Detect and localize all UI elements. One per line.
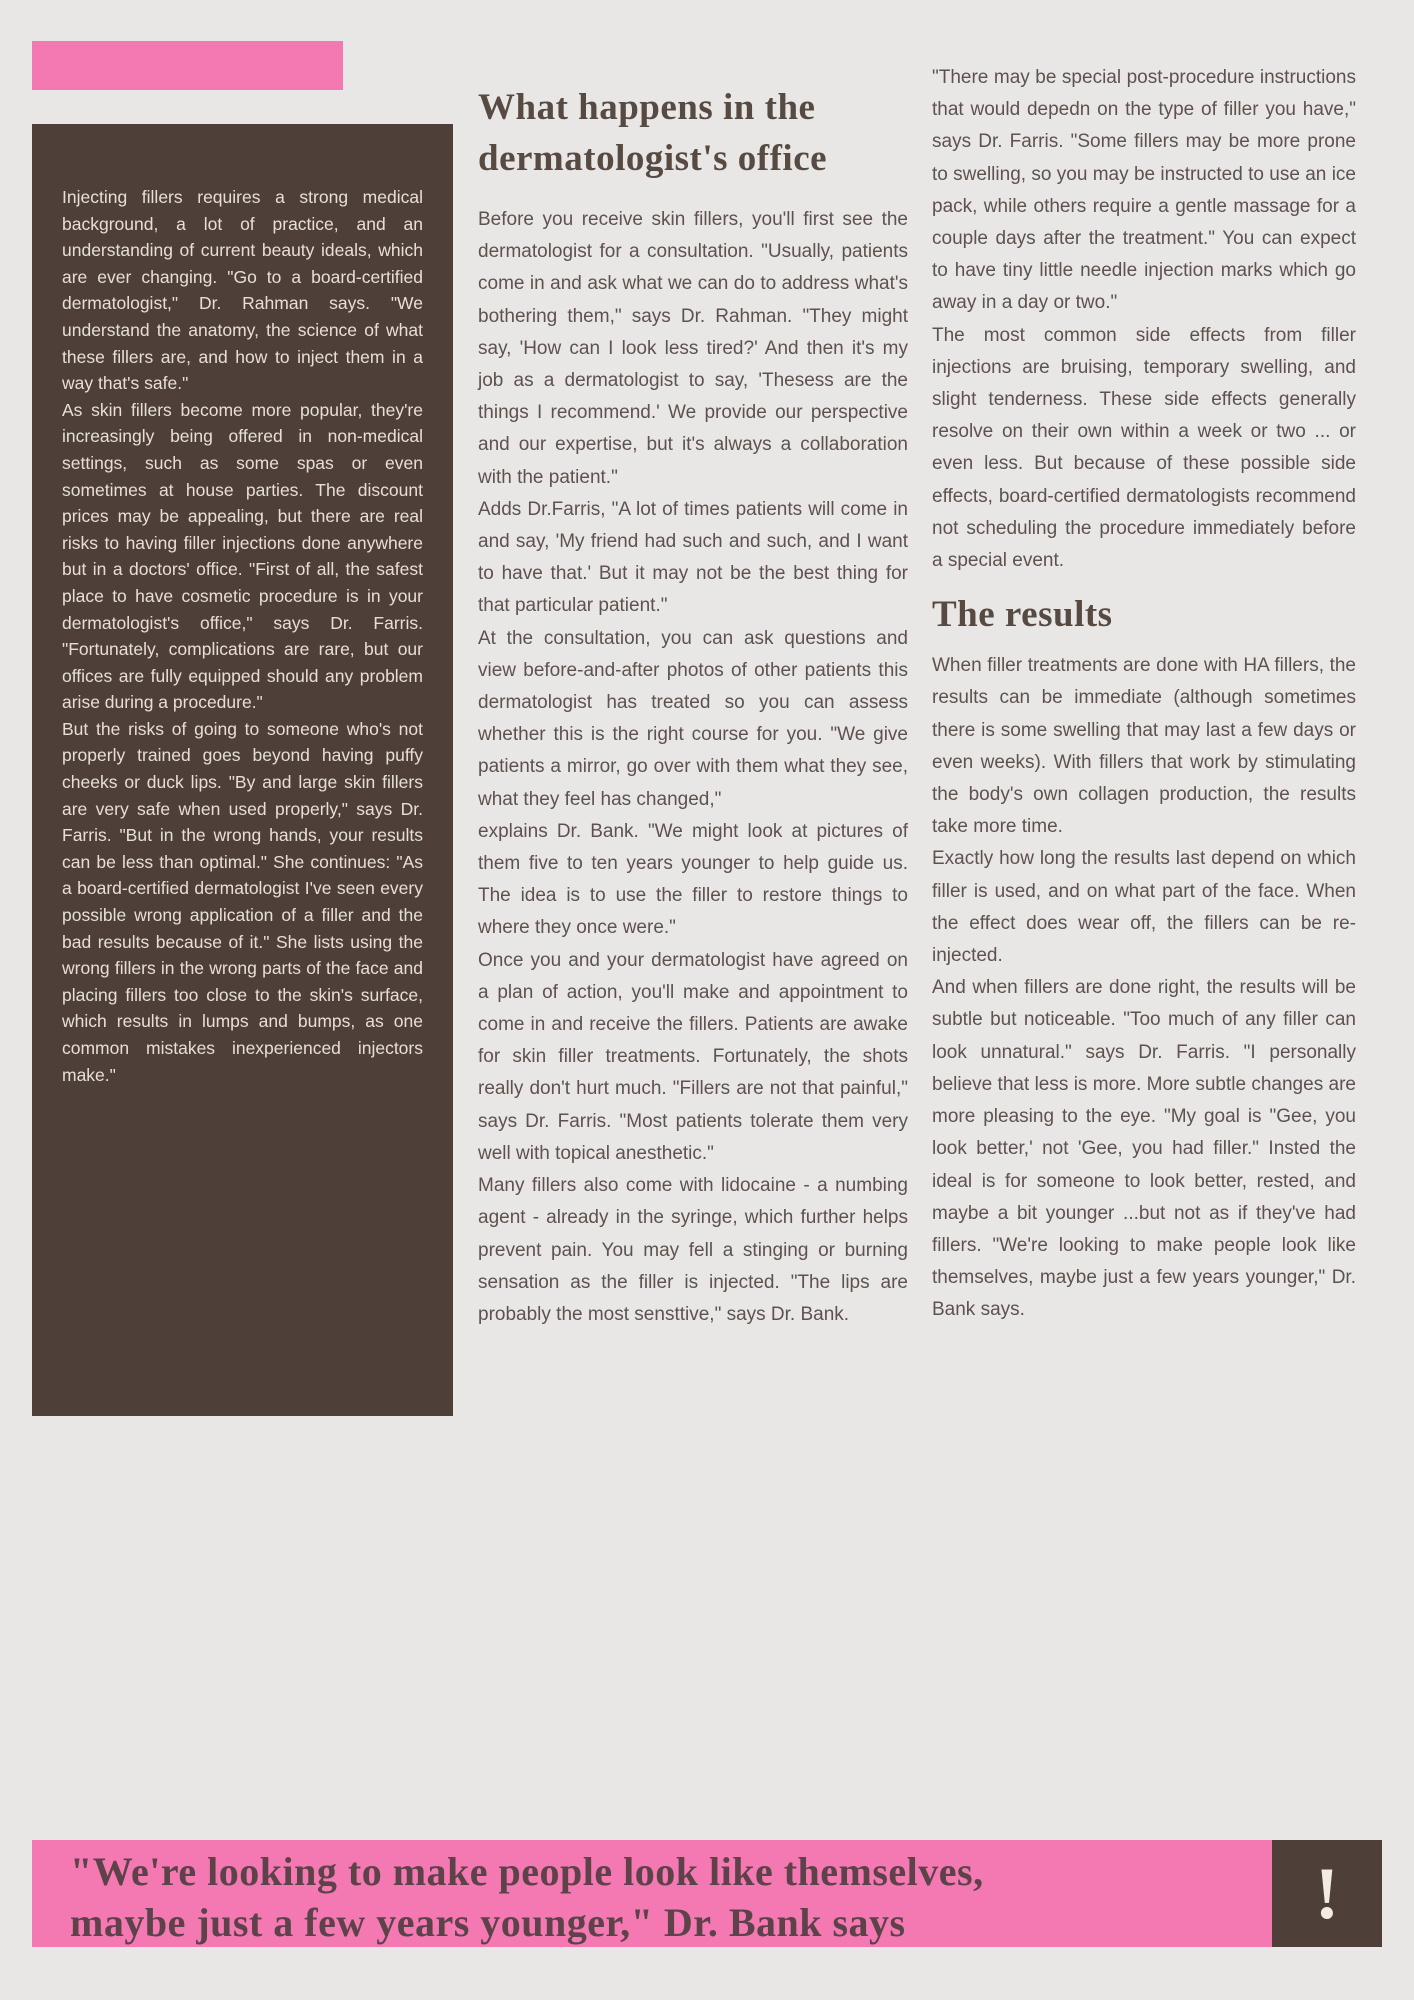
left-quote-box <box>32 124 453 1416</box>
pink-accent-bar <box>32 41 343 90</box>
left-box-paragraph: As skin fillers become more popular, they're increasingly being offered in non-medical settings, such as some spas or even sometimes at house parties. The discount prices may be appealing, but there are real risks to having filler injections done anywhere but in a doctors' office. "First of all, the safest place to have cosmetic procedure is in your dermatologist's office," says Dr. Farris. "Fortunately, complications are rare, but our offices are fully equipped should any problem arise during a procedure." <box>62 399 423 713</box>
body-paragraph: "There may be special post-procedure instructions that would depedn on the type of filler you have," says Dr. Farris. "Some fillers may be more prone to swelling, so you may be instructed to use an ice pack, while others require a gentle massage for a couple days after the treatment." You can expect to have tiny little needle injection marks which go away in a day or two." <box>932 67 1356 314</box>
right-column <box>932 62 1356 1327</box>
body-paragraph: The most common side effects from filler injections are bruising, temporary swelling, and slight tenderness. These side effects generally resolve on their own within a week or two ... or even less. But because of these possible side effects, board-certified dermatologists recommend not scheduling the procedure immediately before a special event. <box>932 324 1356 572</box>
body-paragraph: And when fillers are done right, the results will be subtle but noticeable. "Too much of any filler can look unnatural." says Dr. Farris. "I personally believe that less is more. More subtle changes are more pleasing to the eye. "My goal is "Gee, you look better,' not 'Gee, you had filler." Insted the ideal is for someone to look better, rested, and maybe a bit younger ...but not as if they've had fillers. "We're looking to make people look like themselves, maybe just a few years younger," Dr. Bank says. <box>932 977 1356 1321</box>
exclamation-icon: ! <box>1314 1852 1340 1935</box>
body-paragraph: Once you and your dermatologist have agreed on a plan of action, you'll make and appointment to come in and receive the fillers. Patients are awake for skin filler treatments. Fortunately, the shots really don't hurt much. "Fillers are not that painful," says Dr. Farris. "Most patients tolerate them very well with topical anesthetic." <box>478 949 908 1164</box>
body-paragraph: Adds Dr.Farris, "A lot of times patients will come in and say, 'My friend had such and such, and I want to have that.' But it may not be the best thing for that particular patient." <box>478 498 908 617</box>
body-paragraph: Exactly how long the results last depend on which filler is used, and on what part of the face. When the effect does wear off, the fillers can be re-injected. <box>932 848 1356 967</box>
left-box-paragraph: But the risks of going to someone who's not properly trained goes beyond having puffy cheeks or duck lips. "By and large skin fillers are very safe when used properly," says Dr. Farris. "But in the wrong hands, your results can be less than optimal." She continues: "As a board-certified dermatologist I've seen every possible wrong application of a filler and the bad results because of it." She lists using the wrong fillers in the wrong parts of the face and placing fillers too close to the skin's surface, which results in lumps and bumps, as one common mistakes inexperienced injectors make." <box>62 718 423 1085</box>
section-heading-dermatologists-office: What happens in the dermatologist's office <box>478 87 828 179</box>
left-box-paragraph: Injecting fillers requires a strong medical background, a lot of practice, and an understanding of current beauty ideals, which are ever changing. "Go to a board-certified dermatologist," Dr. Rahman says. "We understand the anatomy, the science of what these fillers are, and how to inject them in a way that's safe." <box>62 187 423 394</box>
body-paragraph: When filler treatments are done with HA fillers, the results can be immediate (although sometimes there is some swelling that may last a few days or even weeks). With fillers that work by stimulating the body's own collagen production, the results take more time. <box>932 655 1356 838</box>
middle-column <box>478 82 908 1331</box>
body-paragraph: Many fillers also come with lidocaine - a numbing agent - already in the syringe, which further helps prevent pain. You may fell a stinging or burning sensation as the filler is injected. "The lips are probably the most sensttive," says Dr. Bank. <box>478 1175 908 1325</box>
body-paragraph: Before you receive skin fillers, you'll first see the dermatologist for a consultation. "Usually, patients come in and ask what we can do to address what's bothering them," says Dr. Rahman. "They might say, 'How can I look less tired?' And then it's my job as a dermatologist to say, 'Thesess are the things I recommend.' We provide our perspective and our expertise, but it's always a collaboration with the patient." <box>478 209 908 488</box>
section-heading-the-results: The results <box>932 594 1113 636</box>
pull-quote-banner <box>32 1840 1272 1947</box>
body-paragraph: explains Dr. Bank. "We might look at pictures of them five to ten years younger to help guide us. The idea is to use the filler to restore things to where they once were." <box>478 820 908 939</box>
body-paragraph: At the consultation, you can ask questions and view before-and-after photos of other patients this dermatologist has treated so you can assess whether this is the right course for you. "We give patients a mirror, go over with them what they see, what they feel has changed," <box>478 627 908 810</box>
alert-box <box>1272 1840 1382 1947</box>
pull-quote-text: "We're looking to make people look like themselves, maybe just a few years younger," Dr. Bank says <box>70 1849 984 1945</box>
